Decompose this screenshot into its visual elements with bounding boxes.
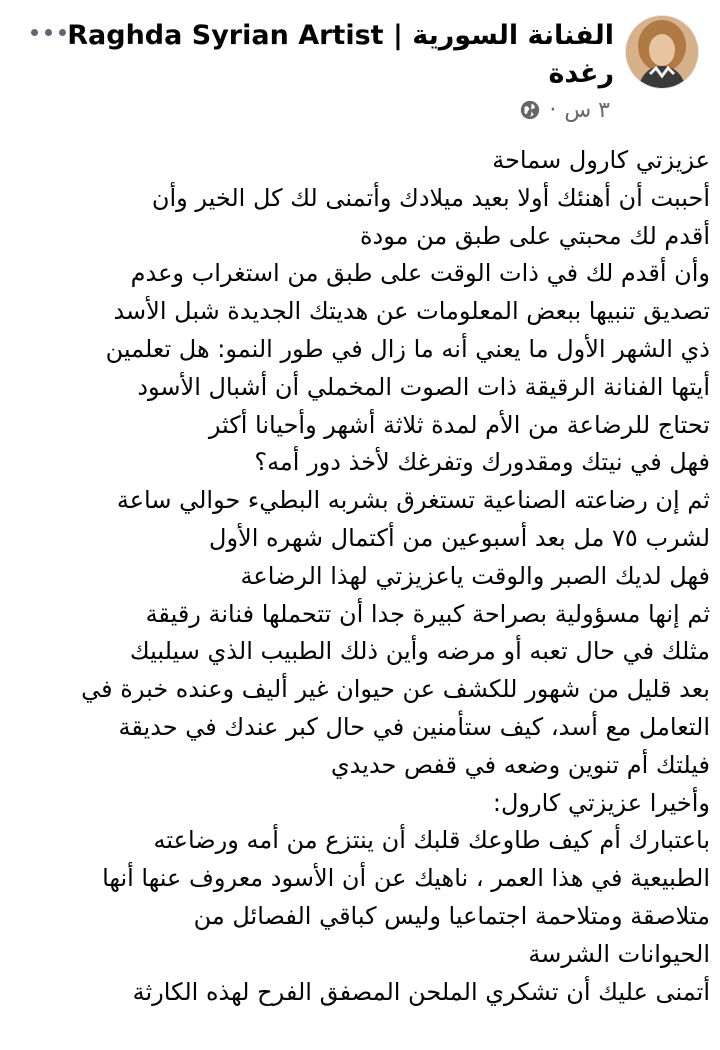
post-line: أقدم لك محبتي على طبق من مودة [359,221,710,250]
post-line: أتمنى عليك أن تشكري الملحن المصفق الفرح لهذه الكارثة [132,977,710,1006]
post-line: أحببت أن أهنئك أولا بعيد ميلادك وأتمنى لك كل الخير وأن [151,183,710,212]
post-line: عزيزتي كارول سماحة [492,146,710,174]
post-header [0,0,720,132]
author-avatar[interactable] [626,16,698,88]
author-name-continued[interactable]: رغدة [548,58,614,89]
post-line: فيلتك أم تنوين وضعه في قفص حديدي [330,750,710,779]
avatar-image [626,16,698,88]
post-line: متلاصقة ومتلاحمة اجتماعيا وليس كباقي الفصائل من [193,901,710,930]
post-line: ثم إن رضاعته الصناعية تستغرق بشربه البطيء حوالي ساعة [116,486,710,515]
globe-icon[interactable] [519,99,541,121]
post-line: بعد قليل من شهور للكشف عن حيوان غير أليف وعنده خبرة في [81,675,710,704]
author-name[interactable]: الفنانة السورية | Raghda Syrian Artist [67,20,614,51]
post-line: مثلك في حال تعبه أو مرضه وأين ذلك الطبيب الذي سيلبيك [129,637,710,666]
post-line: فهل في نيتك ومقدورك وتفرغك لأخذ دور أمه؟ [254,448,710,477]
more-dot [59,29,66,36]
post-meta [519,92,610,128]
more-dot [45,29,52,36]
post-line: الطبيعية في هذا العمر ، ناهيك عن أن الأسود معروف عنها أنها [102,864,710,893]
more-options-button[interactable] [28,22,68,42]
post-text [12,142,710,1011]
meta-separator: · [549,97,557,123]
post-line: فهل لديك الصبر والوقت ياعزيزتي لهذا الرضاعة [240,561,710,590]
post-line: ذي الشهر الأول ما يعني أنه ما زال في طور النمو: هل تعلمين [105,334,710,363]
post-line: باعتبارك أم كيف طاوعك قلبك أن ينتزع من أمه ورضاعته [153,826,710,855]
post-line: الحيوانات الشرسة [528,939,710,968]
post-line: لشرب ٧٥ مل بعد أسبوعين من أكتمال شهره الأول [209,523,710,552]
post-timestamp[interactable]: ٣ س [564,97,610,123]
post-line: ثم إنها مسؤولية بصراحة كبيرة جدا أن تتحملها فنانة رقيقة [145,599,710,628]
post-line: وأخيرا عزيزتي كارول: [492,788,710,817]
post-line: تحتاج للرضاعة من الأم لمدة ثلاثة أشهر وأحيانا أكثر [208,410,710,439]
post-line: تصديق تنبيها ببعض المعلومات عن هديتك الجديدة شبل الأسد [113,297,710,326]
post-line: أيتها الفنانة الرقيقة ذات الصوت المخملي أن أشبال الأسود [137,372,710,401]
more-dot [31,29,38,36]
post-line: التعامل مع أسد، كيف ستأمنين في حال كبر عندك في حديقة [118,712,710,741]
post-line: وأن أقدم لك في ذات الوقت على طبق من استغراب وعدم [130,259,710,288]
